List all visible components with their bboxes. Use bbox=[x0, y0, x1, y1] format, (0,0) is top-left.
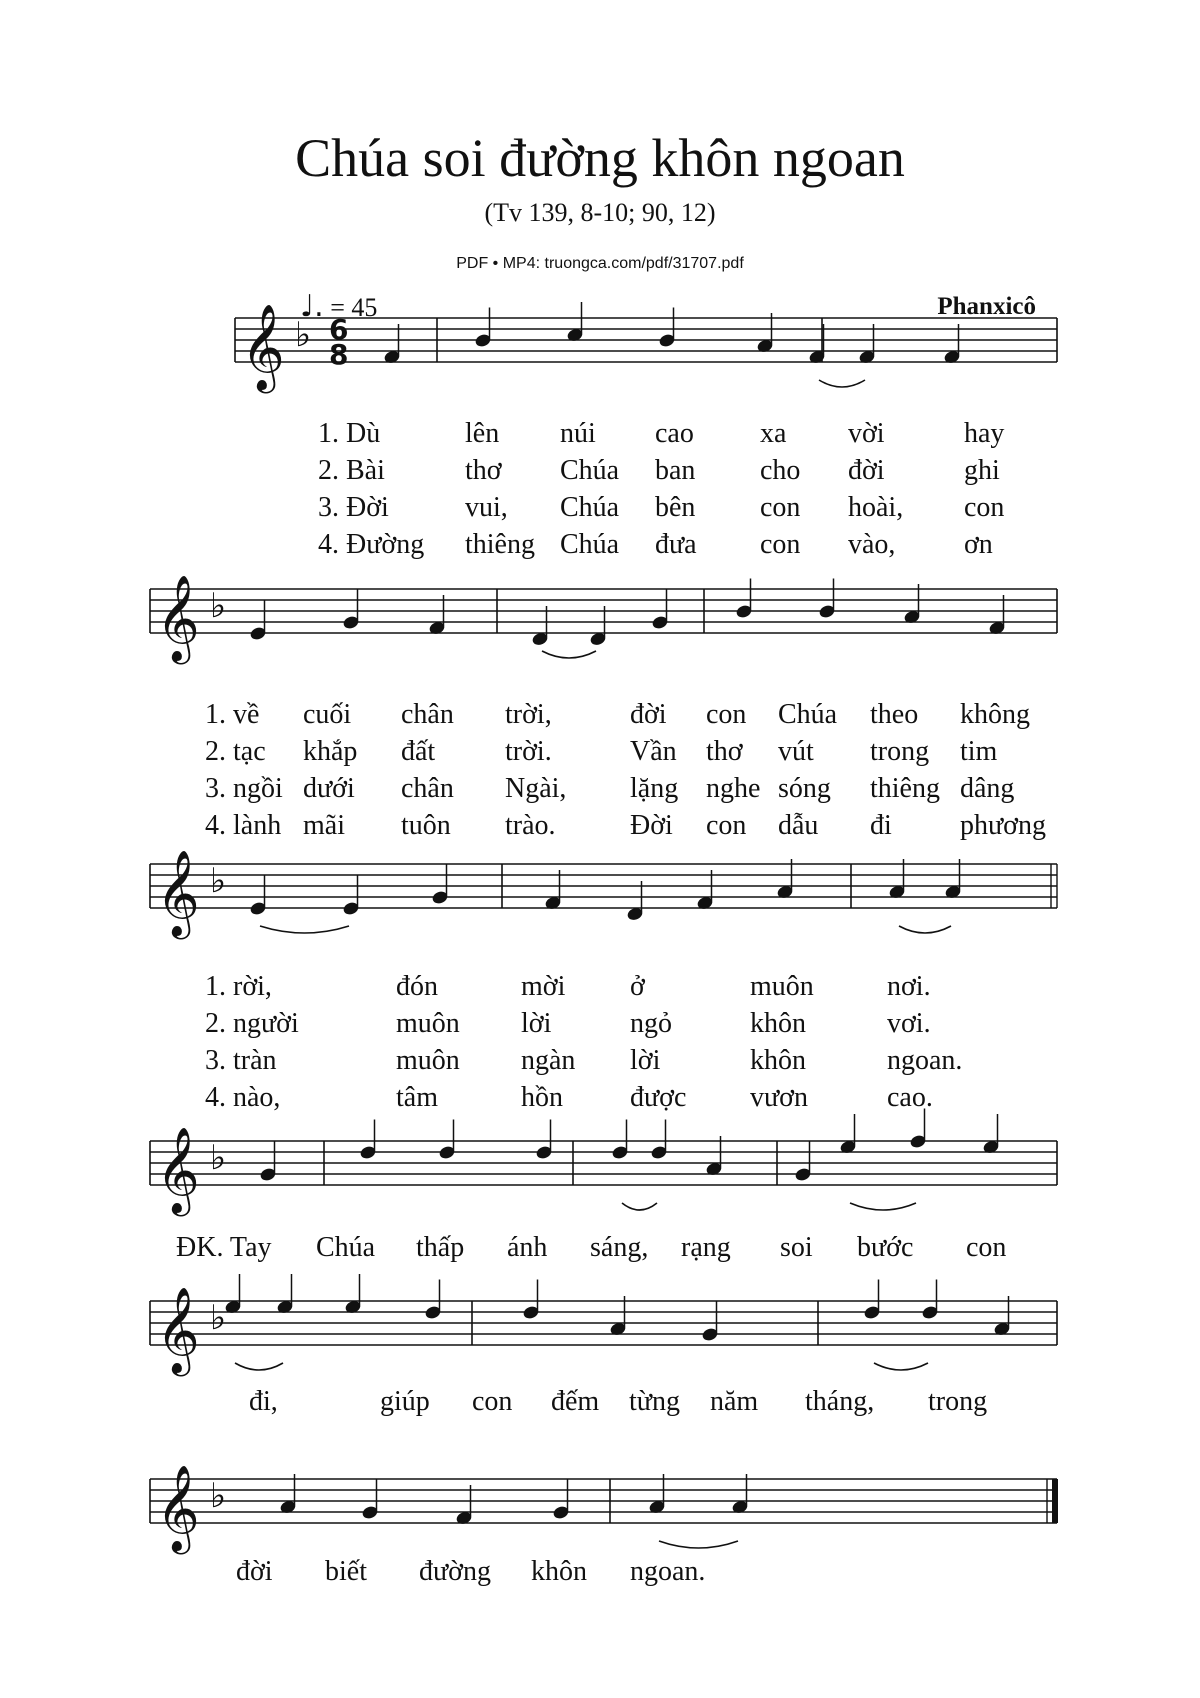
treble-clef-icon: 𝄞 bbox=[156, 1287, 200, 1373]
verse-lyric-word: thiêng bbox=[870, 773, 940, 804]
refrain-lyric-word: tháng, bbox=[805, 1386, 875, 1417]
dotted-quarter-note-icon: ♩. bbox=[300, 289, 324, 324]
key-signature-flat-icon: ♭ bbox=[295, 315, 312, 355]
verse-lyric-word: dẫu bbox=[778, 810, 819, 841]
tempo-value: = 45 bbox=[330, 293, 378, 322]
key-signature-flat-icon: ♭ bbox=[210, 1476, 227, 1516]
verse-lyric-word: Chúa bbox=[560, 455, 620, 486]
verse-lyric-word: ngàn bbox=[521, 1045, 576, 1076]
verse-lyric-word: khôn bbox=[750, 1008, 806, 1039]
verse-lyric-word: vươn bbox=[750, 1082, 808, 1113]
source-link[interactable]: PDF • MP4: truongca.com/pdf/31707.pdf bbox=[456, 255, 744, 272]
verse-lyric-word: cho bbox=[760, 455, 801, 486]
tie-arc bbox=[874, 1363, 928, 1370]
key-signature-flat-icon: ♭ bbox=[210, 1298, 227, 1338]
refrain-lyric-word: thấp bbox=[416, 1232, 465, 1263]
verse-lyric-word: con bbox=[760, 529, 801, 560]
verse-lyric-word: Đời bbox=[630, 810, 673, 841]
verse-lyric-word: trong bbox=[870, 736, 930, 767]
verse-lyric-word: cao bbox=[655, 418, 694, 449]
verse-lyric-word: thơ bbox=[465, 455, 502, 486]
verse-lyric-word: thiêng bbox=[465, 529, 535, 560]
verse-lyric-word: lên bbox=[465, 418, 500, 449]
verse-lyric-word: đón bbox=[396, 971, 438, 1002]
refrain-lyric-word: trong bbox=[928, 1386, 988, 1417]
refrain-lyric-word: con bbox=[472, 1386, 513, 1417]
tie-arc bbox=[819, 380, 865, 387]
key-signature-flat-icon: ♭ bbox=[210, 586, 227, 626]
verse-lyric-word: 4. lành bbox=[205, 810, 282, 841]
verse-lyric-word: con bbox=[760, 492, 801, 523]
verse-lyric-word: 4. nào, bbox=[205, 1082, 281, 1113]
verse-lyric-word: dâng bbox=[960, 773, 1015, 804]
refrain-lyric-word: ánh bbox=[507, 1232, 548, 1263]
treble-clef-icon: 𝄞 bbox=[156, 1127, 200, 1213]
tie-arc bbox=[235, 1363, 283, 1370]
song-title: Chúa soi đường khôn ngoan bbox=[295, 128, 905, 188]
verse-lyric-word: 2. Bài bbox=[318, 455, 385, 486]
refrain-lyric-word: soi bbox=[780, 1232, 813, 1263]
refrain-lyric-word: sáng, bbox=[590, 1232, 649, 1263]
verse-lyric-word: con bbox=[706, 810, 747, 841]
refrain-lyric-word: ngoan. bbox=[630, 1556, 706, 1587]
verse-lyric-word: vời bbox=[848, 418, 885, 449]
verse-lyric-word: 3. Đời bbox=[318, 492, 389, 523]
verse-lyric-word: tim bbox=[960, 736, 998, 767]
verse-lyric-word: đưa bbox=[655, 529, 697, 560]
verse-lyric-word: ngỏ bbox=[630, 1008, 672, 1039]
verse-lyric-word: 3. ngồi bbox=[205, 773, 283, 804]
tie-arc bbox=[542, 651, 596, 658]
verse-lyric-word: tâm bbox=[396, 1082, 438, 1113]
refrain-lyric-word: Chúa bbox=[316, 1232, 376, 1263]
verse-lyric-word: trời. bbox=[505, 736, 552, 767]
final-barline bbox=[1052, 1479, 1058, 1523]
verse-lyric-word: hồn bbox=[521, 1082, 563, 1113]
verse-lyric-word: 2. tạc bbox=[205, 736, 266, 767]
verse-lyric-word: vơi. bbox=[887, 1008, 931, 1039]
refrain-lyric-word: đếm bbox=[551, 1386, 600, 1417]
verse-lyric-word: mãi bbox=[303, 810, 345, 841]
verse-lyric-word: vào, bbox=[848, 529, 896, 560]
verse-lyric-word: bên bbox=[655, 492, 696, 523]
refrain-lyric-word: rạng bbox=[681, 1232, 731, 1263]
verse-lyric-word: cao. bbox=[887, 1082, 933, 1113]
refrain-lyric-word: đi, bbox=[249, 1386, 278, 1417]
verse-lyric-word: nơi. bbox=[887, 971, 931, 1002]
verse-lyric-word: đất bbox=[401, 736, 436, 767]
treble-clef-icon: 𝄞 bbox=[156, 850, 200, 936]
treble-clef-icon: 𝄞 bbox=[156, 1465, 200, 1551]
verse-lyric-word: ơn bbox=[964, 529, 993, 560]
refrain-lyric-word: bước bbox=[857, 1232, 914, 1263]
verse-lyric-word: núi bbox=[560, 418, 596, 449]
verse-lyric-word: hoài, bbox=[848, 492, 904, 523]
verse-lyric-word: được bbox=[630, 1082, 687, 1113]
tie-arc bbox=[850, 1203, 916, 1210]
verse-lyric-word: chân bbox=[401, 773, 454, 804]
verse-lyric-word: ngoan. bbox=[887, 1045, 963, 1076]
verse-lyric-word: Chúa bbox=[560, 492, 620, 523]
song-subtitle: (Tv 139, 8-10; 90, 12) bbox=[484, 198, 716, 227]
refrain-lyric-word: con bbox=[966, 1232, 1007, 1263]
verse-lyric-word: vui, bbox=[465, 492, 508, 523]
verse-lyric-word: phương bbox=[960, 810, 1046, 841]
verse-lyric-word: con bbox=[706, 699, 747, 730]
verse-lyric-word: lời bbox=[521, 1008, 552, 1039]
tie-arc bbox=[659, 1541, 738, 1548]
verse-lyric-word: sóng bbox=[778, 773, 831, 804]
verse-lyric-word: 2. người bbox=[205, 1008, 299, 1039]
verse-lyric-word: cuối bbox=[303, 699, 352, 730]
verse-lyric-word: 3. tràn bbox=[205, 1045, 277, 1076]
verse-lyric-word: theo bbox=[870, 699, 919, 730]
treble-clef-icon: 𝄞 bbox=[156, 575, 200, 661]
verse-lyric-word: không bbox=[960, 699, 1030, 730]
verse-lyric-word: 1. về bbox=[205, 699, 260, 730]
refrain-lyric-word: giúp bbox=[380, 1386, 430, 1417]
refrain-lyric-word: khôn bbox=[531, 1556, 587, 1587]
verse-lyric-word: Vần bbox=[630, 736, 677, 767]
verse-lyric-word: 1. rời, bbox=[205, 971, 272, 1002]
time-signature-denominator: 8 bbox=[329, 338, 349, 371]
refrain-lyric-word: từng bbox=[629, 1386, 680, 1417]
verse-lyric-word: muôn bbox=[396, 1008, 460, 1039]
tie-arc bbox=[899, 926, 951, 933]
verse-lyric-word: lặng bbox=[630, 773, 679, 804]
refrain-lyric-word: biết bbox=[325, 1556, 367, 1587]
verse-lyric-word: chân bbox=[401, 699, 454, 730]
verse-lyric-word: 1. Dù bbox=[318, 418, 381, 449]
composer: Phanxicô bbox=[937, 293, 1036, 320]
refrain-lyric-word: đời bbox=[236, 1556, 273, 1587]
verse-lyric-word: đời bbox=[630, 699, 667, 730]
time-signature-numerator: 6 bbox=[329, 313, 349, 346]
verse-lyric-word: con bbox=[964, 492, 1005, 523]
verse-lyric-word: khắp bbox=[303, 736, 358, 767]
verse-lyric-word: đời bbox=[848, 455, 885, 486]
verse-lyric-word: trời, bbox=[505, 699, 552, 730]
verse-lyric-word: đi bbox=[870, 810, 892, 841]
verse-lyric-word: lời bbox=[630, 1045, 661, 1076]
verse-lyric-word: nghe bbox=[706, 773, 761, 804]
verse-lyric-word: vút bbox=[778, 736, 814, 767]
treble-clef-icon: 𝄞 bbox=[241, 304, 285, 390]
verse-lyric-word: tuôn bbox=[401, 810, 451, 841]
verse-lyric-word: xa bbox=[760, 418, 787, 449]
tie-arc bbox=[622, 1203, 657, 1210]
refrain-lyric-word: năm bbox=[710, 1386, 759, 1417]
verse-lyric-word: khôn bbox=[750, 1045, 806, 1076]
verse-lyric-word: ghi bbox=[964, 455, 1000, 486]
verse-lyric-word: ban bbox=[655, 455, 696, 486]
verse-lyric-word: ở bbox=[630, 971, 645, 1002]
verse-lyric-word: 4. Đường bbox=[318, 529, 425, 560]
refrain-lyric-word: ĐK. Tay bbox=[176, 1232, 272, 1263]
verse-lyric-word: muôn bbox=[396, 1045, 460, 1076]
key-signature-flat-icon: ♭ bbox=[210, 1138, 227, 1178]
key-signature-flat-icon: ♭ bbox=[210, 861, 227, 901]
refrain-lyric-word: đường bbox=[419, 1556, 491, 1587]
verse-lyric-word: thơ bbox=[706, 736, 743, 767]
verse-lyric-word: dưới bbox=[303, 773, 355, 804]
verse-lyric-word: mời bbox=[521, 971, 566, 1002]
verse-lyric-word: muôn bbox=[750, 971, 814, 1002]
verse-lyric-word: trào. bbox=[505, 810, 556, 841]
verse-lyric-word: Chúa bbox=[778, 699, 838, 730]
verse-lyric-word: hay bbox=[964, 418, 1005, 449]
verse-lyric-word: Ngài, bbox=[505, 773, 567, 804]
tie-arc bbox=[260, 926, 349, 933]
verse-lyric-word: Chúa bbox=[560, 529, 620, 560]
